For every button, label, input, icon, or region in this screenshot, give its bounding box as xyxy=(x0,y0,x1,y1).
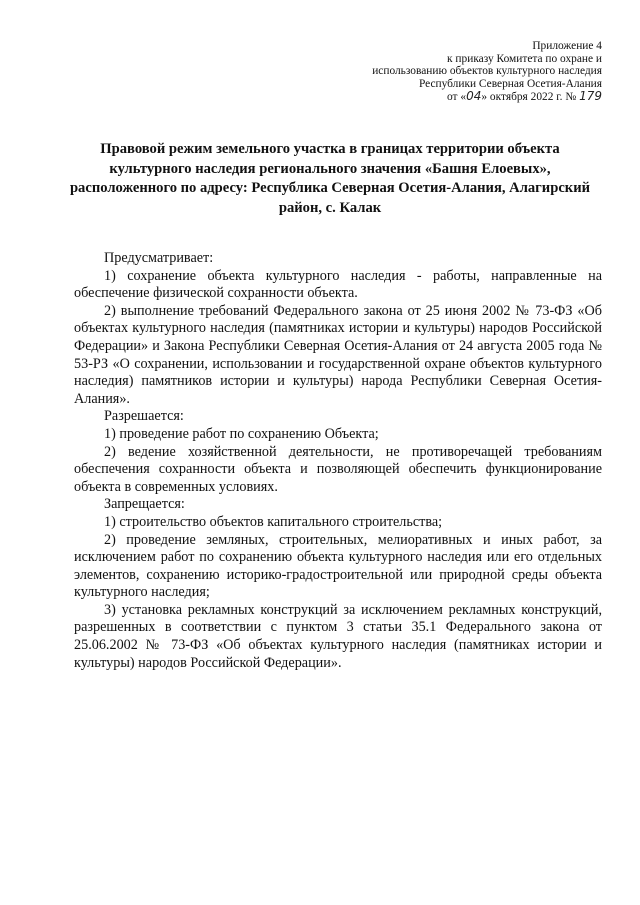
appendix-line-1: Приложение 4 xyxy=(532,40,602,52)
appendix-date-prefix: от « xyxy=(447,91,467,104)
document-title: Правовой режим земельного участка в границах территории объекта культурного наследия регионального значения «Башня Елоевых», расположенного по адресу: Республика Северная Осетия-Алания, Алагирский район, с. Калак xyxy=(69,141,591,216)
appendix-header xyxy=(372,40,602,104)
forbidden-heading: Запрещается: xyxy=(104,496,185,513)
appendix-number: 179 xyxy=(579,89,602,104)
allowed-heading: Разрешается: xyxy=(104,408,184,425)
allowed-item-2: 2) ведение хозяйственной деятельности, не противоречащей требованиям обеспечения сохранности объекта и позволяющей обеспечить функционирование объекта в современных условиях. xyxy=(74,443,602,495)
appendix-line-3: использованию объектов культурного наследия xyxy=(372,65,602,78)
forbidden-item-3: 3) установка рекламных конструкций за исключением рекламных конструкций, разрешенных в соответствии с пунктом 3 статьи 35.1 Федерального закона от 25.06.2002 № 73-ФЗ «Об объектах культурного наследия (памятниках истории и культуры) народов Российской Федерации». xyxy=(74,601,602,671)
appendix-line-2: к приказу Комитета по охране и xyxy=(447,52,602,65)
forbidden-item-1: 1) строительство объектов капитального строительства; xyxy=(104,513,443,530)
provides-item-2: 2) выполнение требований Федерального закона от 25 июня 2002 № 73-ФЗ «Об объектах культурного наследия (памятниках истории и культуры) народов Российской Федерации» и Закона Республики Северная Осетия-Алания от 24 августа 2005 года № 53-РЗ «О сохранении, использовании и государственной охране объектов культурного наследия) памятников истории и культуры) народа Республики Северная Осетия-Алания». xyxy=(74,302,602,407)
appendix-date-suffix: » октября 2022 г. № xyxy=(481,91,577,104)
appendix-date-day: 04 xyxy=(466,89,482,104)
provides-heading: Предусматривает: xyxy=(104,250,214,266)
appendix-line-4: Республики Северная Осетия-Алания xyxy=(418,77,602,90)
allowed-item-1: 1) проведение работ по сохранению Объекта; xyxy=(104,425,379,442)
document-body xyxy=(74,250,602,672)
provides-item-1: 1) сохранение объекта культурного наследия - работы, направленные на обеспечение физической сохранности объекта. xyxy=(74,267,602,302)
forbidden-item-2: 2) проведение земляных, строительных, мелиоративных и иных работ, за исключением работ по сохранению объекта культурного наследия или его отдельных элементов, сохранению историко-градостроительной или природной среды объекта культурного наследия; xyxy=(74,531,602,601)
appendix-date-line xyxy=(372,90,602,104)
